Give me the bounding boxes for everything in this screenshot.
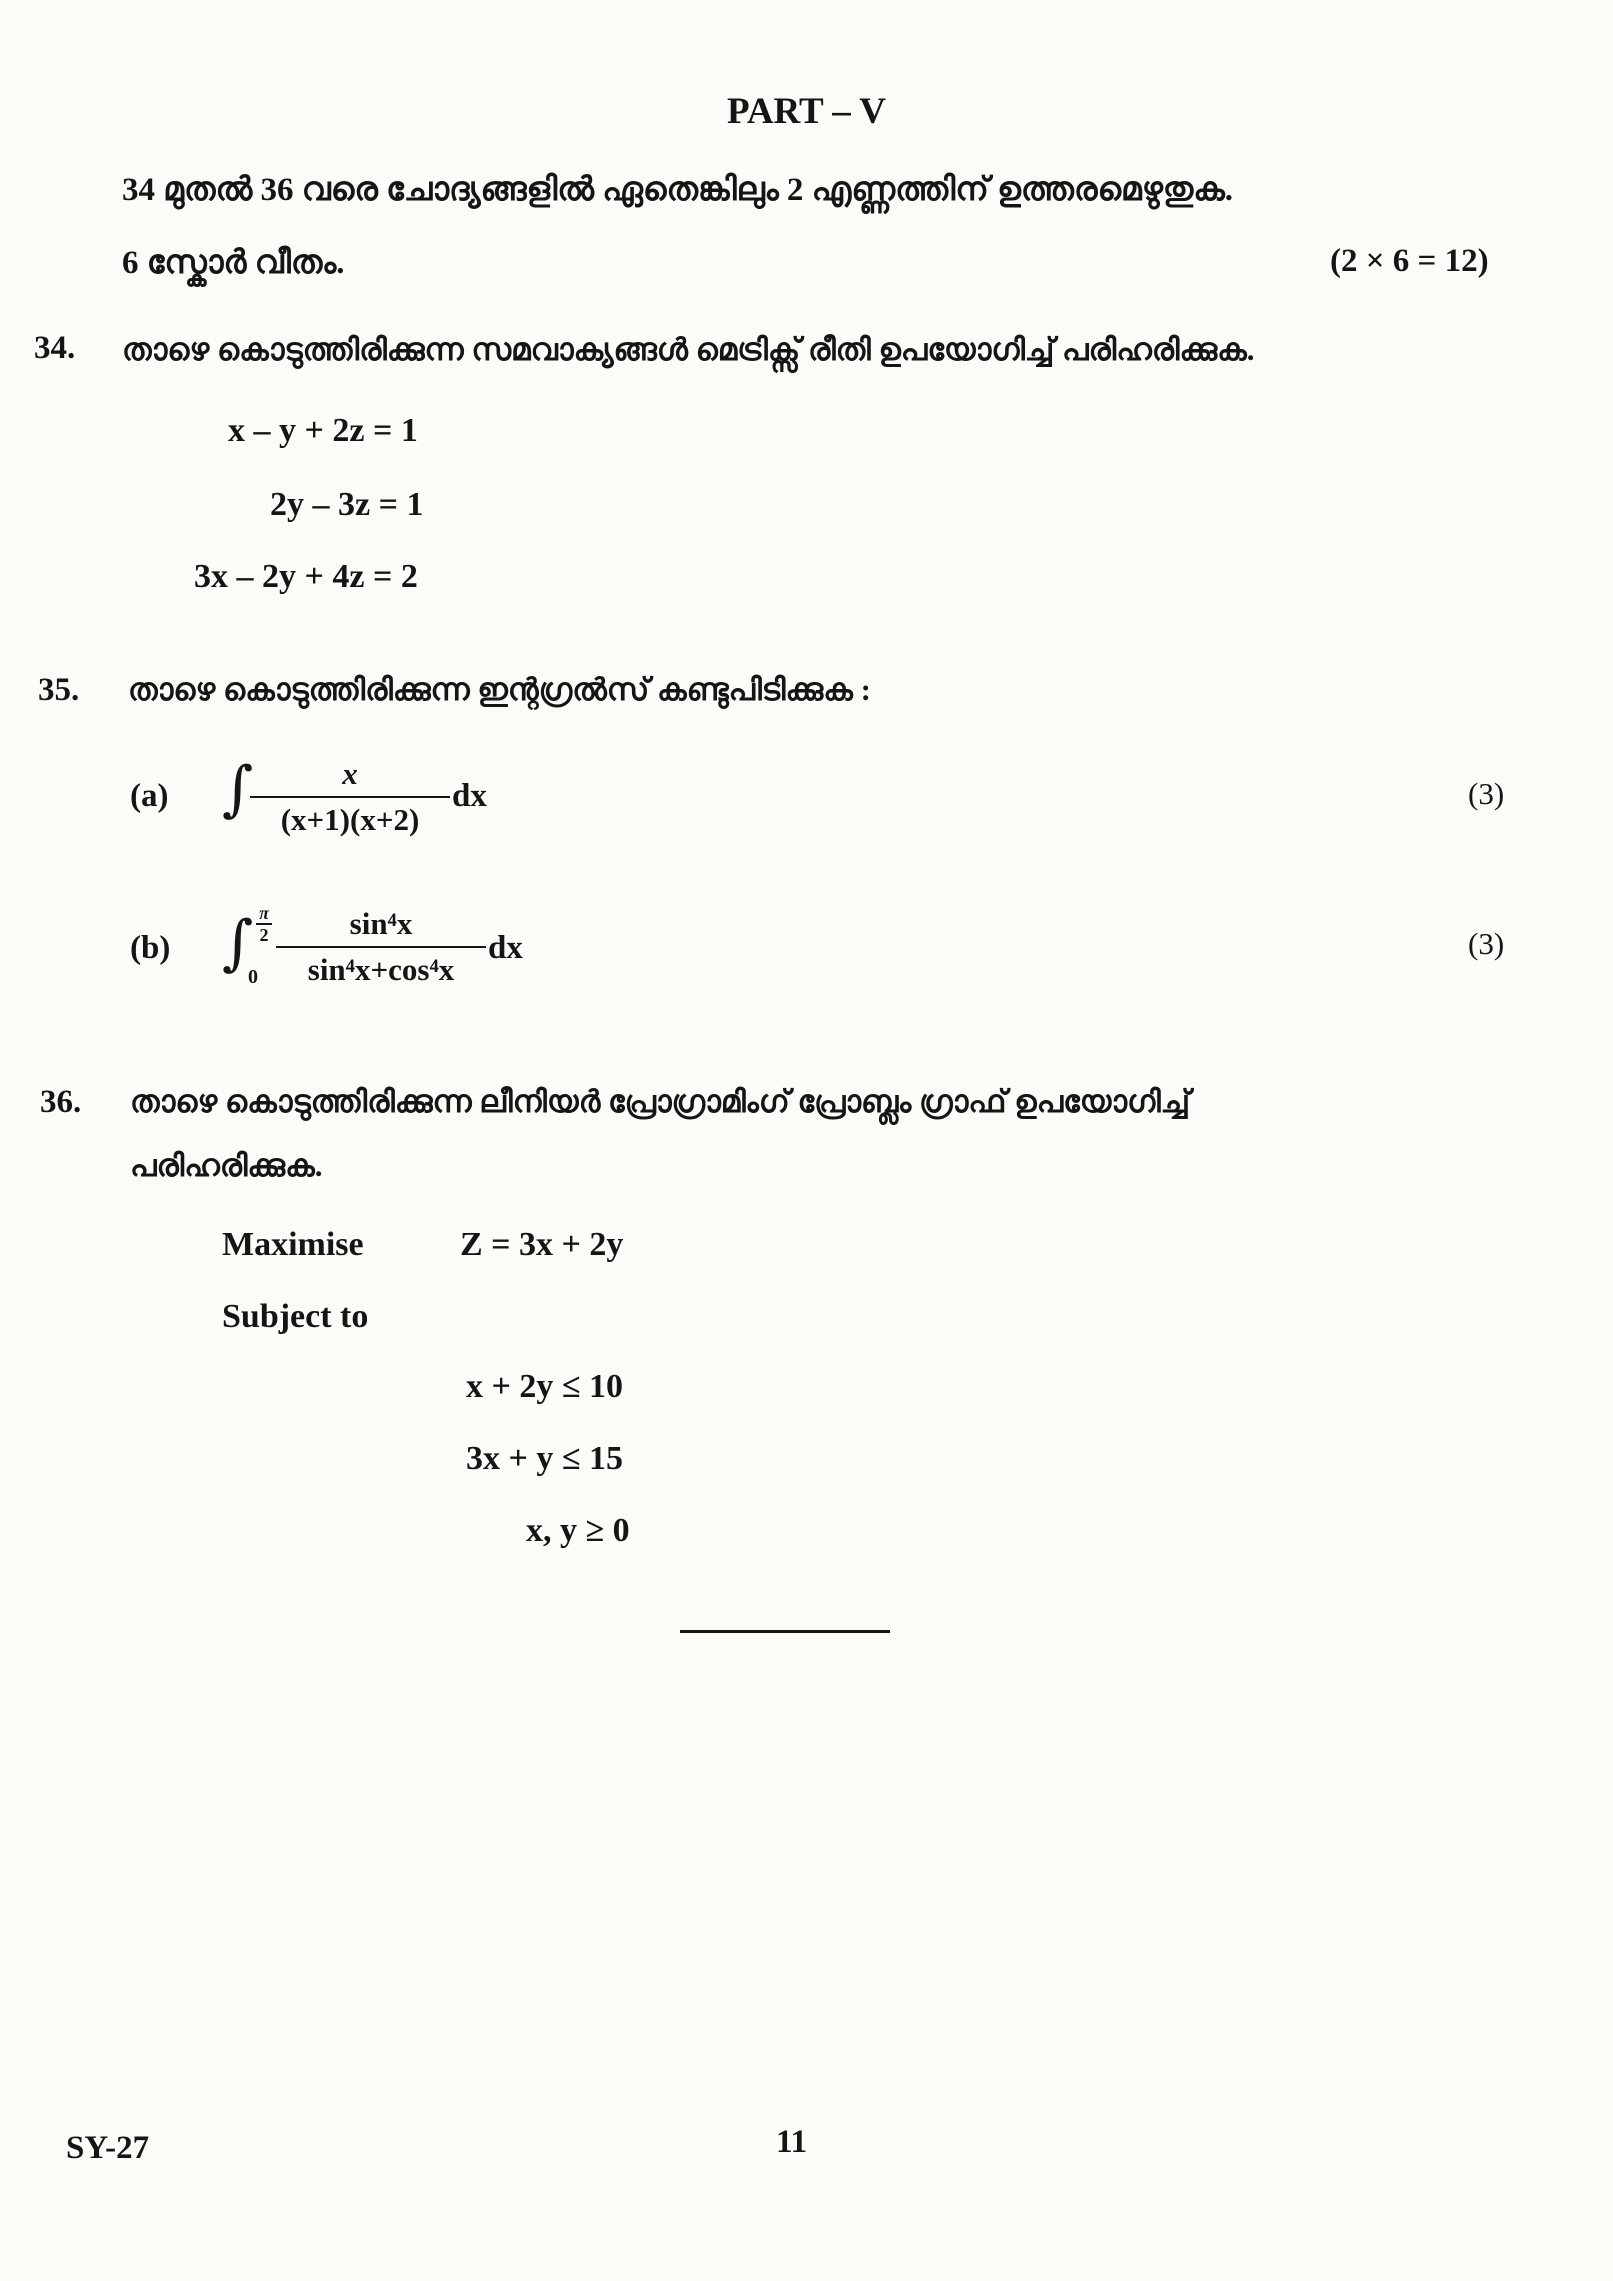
q35b-label: (b) [130,930,171,966]
q36-constraint-3: x, y ≥ 0 [526,1512,630,1549]
part-title: PART – V [726,91,887,132]
q36-text-line1: താഴെ കൊടുത്തിരിക്കുന്ന ലീനിയർ പ്രോഗ്രാമിംഗ് പ്രോബ്ലം ഗ്രാഫ് ഉപയോഗിച്ച് [130,1084,1191,1119]
q36-constraint-1: x + 2y ≤ 10 [466,1368,624,1405]
q35b-lower-limit: 0 [248,966,258,988]
q35b-upper-limit [256,904,272,944]
q36-text-line2: പരിഹരിക്കുക. [130,1148,323,1183]
total-marks: (2 × 6 = 12) [1330,243,1489,279]
q35a-fraction-bar [250,796,450,798]
q36-number: 36. [40,1084,82,1120]
q35a-denominator: (x+1)(x+2) [280,802,420,837]
q36-subject-to: Subject to [222,1298,369,1335]
q34-equation-2: 2y – 3z = 1 [270,486,424,523]
q36-maximise-label: Maximise [222,1226,364,1263]
q35b-fraction-bar [276,946,486,948]
q36-constraint-2: 3x + y ≤ 15 [466,1440,624,1477]
q35b-marks: (3) [1468,926,1505,961]
q35b-fraction [276,906,486,988]
end-rule [680,1630,890,1633]
q35a-dx: dx [452,778,487,814]
q35-number: 35. [38,672,80,708]
instruction-line1: 34 മുതൽ 36 വരെ ചോദ്യങ്ങളിൽ ഏതെങ്കിലും 2 എണ്ണത്തിന് ഉത്തരമെഴുതുക. [122,172,1233,208]
q35b-numerator: sin⁴x [349,906,413,941]
q35-text: താഴെ കൊടുത്തിരിക്കുന്ന ഇന്റഗ്രൽസ് കണ്ടുപിടിക്കുക : [128,672,871,707]
instruction-line2: 6 സ്കോർ വീതം. [122,245,345,281]
q35b-dx: dx [488,930,523,966]
q35b-denominator: sin⁴x+cos⁴x [307,952,455,987]
footer-code: SY-27 [66,2130,150,2166]
q34-text: താഴെ കൊടുത്തിരിക്കുന്ന സമവാക്യങ്ങൾ മെട്രിക്സ് രീതി ഉപയോഗിച്ച് പരിഹരിക്കുക. [122,332,1255,367]
q36-objective: Z = 3x + 2y [460,1226,624,1263]
q35a-fraction [250,756,450,838]
q35a-numerator: x [342,756,358,791]
q34-number: 34. [34,330,76,366]
q35b-integral-sign: ∫ [222,908,254,978]
page-number: 11 [776,2124,808,2160]
q35b-upper-den: 2 [259,925,269,945]
q34-equation-3: 3x – 2y + 4z = 2 [194,558,418,595]
q35a-label: (a) [130,778,169,814]
q35a-marks: (3) [1468,776,1505,811]
q35a-integral-sign: ∫ [222,754,254,824]
q34-equation-1: x – y + 2z = 1 [228,412,418,449]
q35b-upper-num: π [259,903,269,923]
